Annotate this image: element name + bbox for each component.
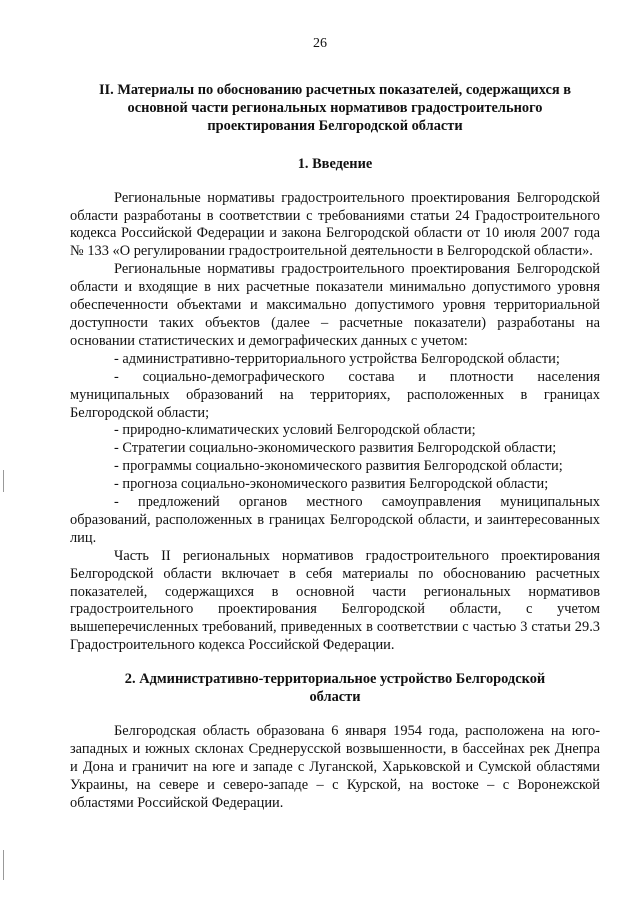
document-body [70, 82, 600, 813]
intro-heading: 1. Введение [297, 155, 373, 172]
scan-edge-mark [3, 470, 4, 492]
intro-paragraph-2: Региональные нормативы градостроительного проектирования Белгородской области и входящие в них расчетные показатели минимально допустимого уровня обеспеченности объектами и максимально допустимого уровня территориальной доступности таких объектов (далее – расчетные показатели) разработаны на основании статистических и демографических данных с учетом: [70, 261, 600, 349]
section-title: II. Материалы по обоснованию расчетных показателей, содержащихся в основной части региональных нормативов градостроительного проектирования Белгородской области [98, 82, 572, 134]
scan-edge-mark [3, 850, 4, 880]
list-item: - социально-демографического состава и плотности населения муниципальных образований на территориях, расположенных в границах Белгородской области; [70, 368, 600, 421]
intro-paragraph-1: Региональные нормативы градостроительного проектирования Белгородской области разработаны в соответствии с требованиями статьи 24 Градостроительного кодекса Российской Федерации и закона Белгородской области от 10 июля 2007 года № 133 «О регулировании градостроительной деятельности в Белгородской области». [70, 189, 600, 260]
page-number: 26 [313, 36, 327, 51]
list-item: - Стратегии социально-экономического развития Белгородской области; [114, 440, 557, 457]
list-item: - предложений органов местного самоуправления муниципальных образований, расположенных в границах Белгородской области, и заинтересованных лиц. [70, 494, 600, 546]
intro-paragraph-3: Часть II региональных нормативов градостроительного проектирования Белгородской области включает в себя материалы по обоснованию расчетных показателей, содержащихся в основной части региональных нормативов градостроительного проектирования Белгородской области, с учетом вышеперечисленных требований, приведенных в соответствии с частью 3 статьи 29.3 Градостроительного кодекса Российской Федерации. [70, 547, 600, 654]
admin-heading: 2. Административно-территориальное устройство Белгородской области [124, 671, 546, 706]
admin-paragraph-1: Белгородская область образована 6 января 1954 года, расположена на юго-западных и южных склонах Среднерусской возвышенности, в бассейнах рек Днепра и Дона и граничит на юге и западе с Луганской, Харьковской и Сумской областями Украины, на севере и северо-западе – с Курской, на востоке – с Воронежской областями Российской Федерации. [70, 723, 600, 811]
list-item: - природно-климатических условий Белгородской области; [114, 422, 476, 439]
list-item: - административно-территориального устройства Белгородской области; [114, 350, 560, 367]
list-item: - программы социально-экономического развития Белгородской области; [114, 458, 563, 475]
list-item: - прогноза социально-экономического развития Белгородской области; [114, 476, 549, 493]
